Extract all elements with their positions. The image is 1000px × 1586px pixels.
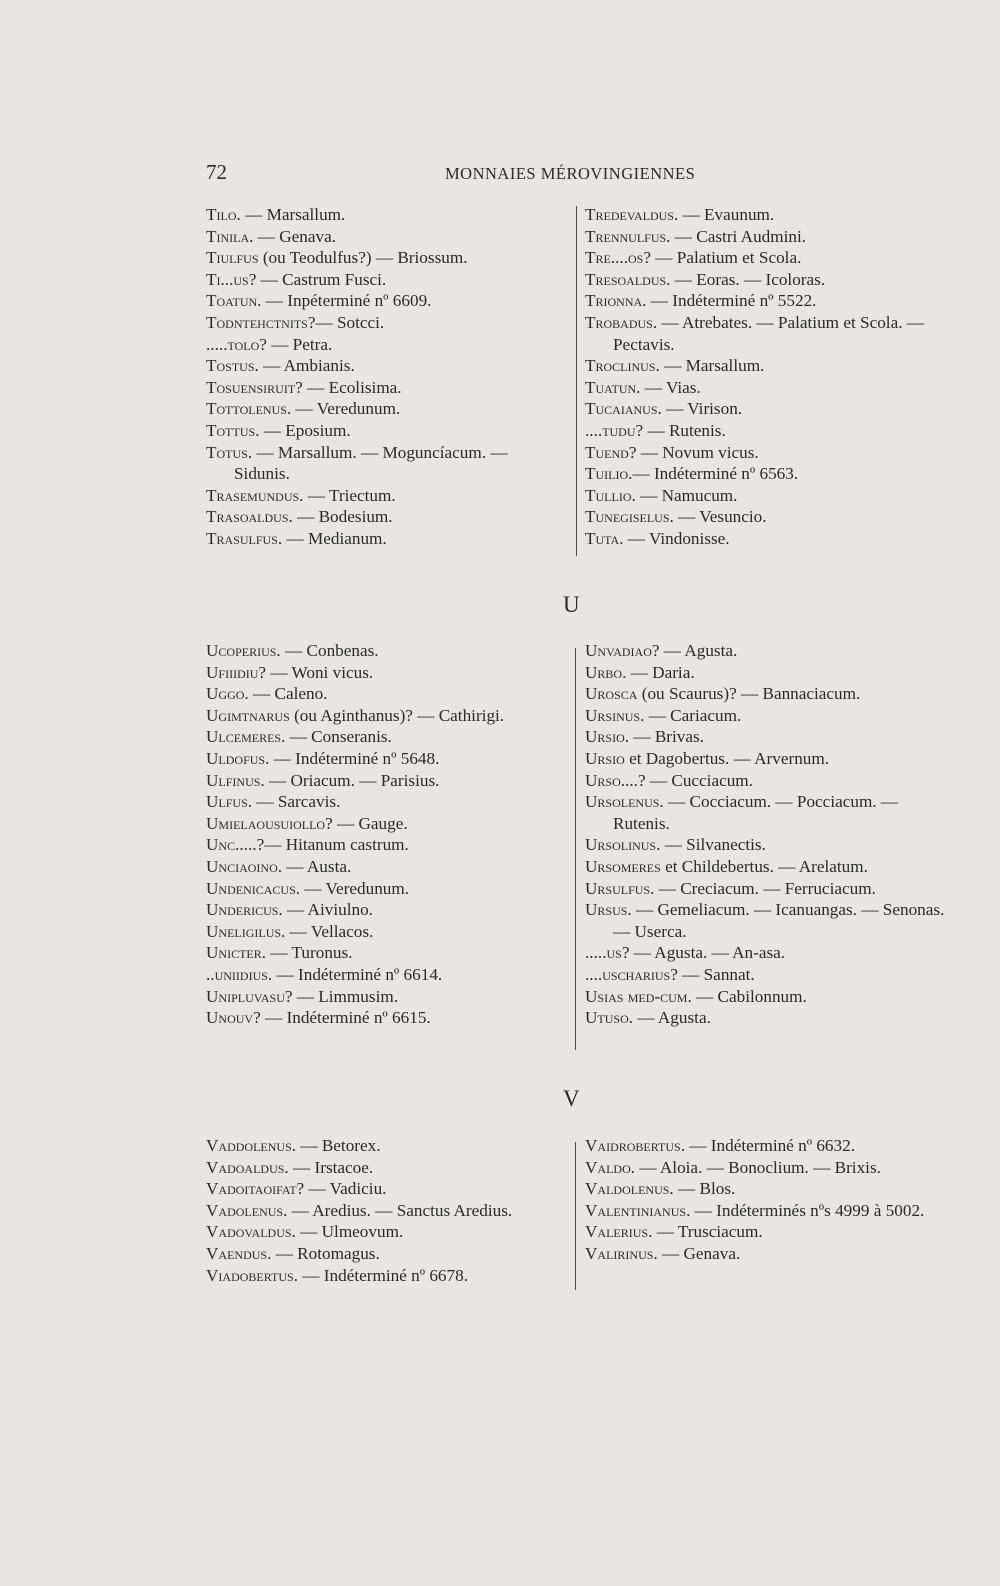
index-entry	[206, 528, 558, 550]
entry-mints: — Agusta.	[659, 641, 738, 660]
running-head: MONNAIES MÉROVINGIENNES	[445, 164, 696, 183]
index-entry	[585, 1243, 945, 1265]
index-entry	[585, 1200, 945, 1222]
entry-mints: — Irstacoe.	[288, 1157, 374, 1177]
entry-name: Ursio	[585, 748, 625, 768]
index-entry	[206, 1157, 568, 1179]
entry-mints: — Novum vicus.	[636, 442, 759, 462]
index-entry	[585, 683, 945, 705]
entry-name: Totus.	[206, 442, 253, 462]
entry-mints: — Eposium.	[259, 420, 351, 440]
entry-mints: — Betorex.	[296, 1136, 381, 1155]
entry-mints: — Marsallum.	[240, 205, 346, 224]
index-entry	[206, 1200, 568, 1222]
entry-name: Trobadus.	[585, 312, 658, 332]
index-entry	[585, 355, 945, 377]
section-t-right-column	[585, 204, 945, 550]
page-number: 72	[206, 160, 227, 184]
entry-name: Umielaousuiollo?	[206, 813, 333, 833]
index-entry	[585, 748, 945, 770]
entry-mints: — Ulmeovum.	[295, 1222, 404, 1242]
index-entry	[206, 420, 558, 442]
column-rule-u	[575, 648, 576, 1050]
index-entry	[206, 1265, 568, 1287]
entry-mints: — Medianum.	[282, 528, 387, 548]
entry-name: Tuta.	[585, 528, 624, 548]
entry-name: Ursio.	[585, 727, 630, 747]
index-entry	[585, 726, 945, 748]
entry-name: Unipluvasu?	[206, 986, 293, 1006]
entry-mints: — Vadiciu.	[304, 1179, 387, 1199]
entry-mints: — Vias.	[640, 377, 701, 397]
entry-mints: — Gauge.	[332, 813, 408, 833]
entry-name: Ursulfus.	[585, 878, 655, 898]
index-entry	[585, 420, 945, 442]
section-v-left-column	[206, 1135, 568, 1286]
index-entry	[585, 640, 945, 662]
index-entry	[585, 506, 945, 528]
index-entry	[585, 878, 945, 900]
entry-name: Tottolenus.	[206, 399, 292, 419]
entry-name: Toatun.	[206, 291, 262, 311]
section-u-right-column	[585, 640, 945, 1029]
entry-name: Unicter.	[206, 943, 267, 963]
index-entry	[585, 226, 945, 248]
index-entry	[585, 312, 945, 355]
entry-mints: — Daria.	[626, 662, 695, 682]
index-entry	[585, 204, 945, 226]
entry-mints: — Indéterminé nº 6678.	[298, 1265, 469, 1285]
entry-mints: — Sannat.	[677, 964, 755, 984]
entry-mints: — Cabilonnum.	[691, 986, 807, 1006]
index-entry	[585, 463, 945, 485]
entry-mints: — Genava.	[657, 1243, 741, 1263]
entry-name: Tuend?	[585, 442, 637, 462]
index-entry	[585, 247, 945, 269]
index-entry	[206, 748, 558, 770]
entry-mints: — Rutenis.	[643, 420, 726, 440]
entry-mints: — Vesuncio.	[673, 507, 767, 527]
index-entry	[585, 485, 945, 507]
index-entry	[206, 834, 558, 856]
entry-mints: — Oriacum. — Parisius.	[264, 770, 440, 790]
entry-mints: et Childebertus. — Arelatum.	[660, 856, 868, 876]
section-t-left-column	[206, 204, 558, 550]
entry-mints: — Creciacum. — Ferruciacum.	[654, 878, 876, 898]
entry-mints: — Cocciacum. — Pocciacum. — Rutenis.	[613, 792, 899, 833]
entry-name: Tiulfus	[206, 248, 259, 268]
entry-mints: — Indéterminé nº 6614.	[272, 964, 443, 984]
section-letter-u: U	[563, 592, 580, 617]
entry-mints: — Brivas.	[629, 727, 705, 747]
index-entry	[206, 986, 558, 1008]
entry-name: Tullio.	[585, 485, 636, 505]
index-entry	[206, 442, 558, 485]
index-entry	[206, 1135, 568, 1157]
index-entry	[206, 1243, 568, 1265]
entry-name: ....tudu?	[585, 420, 644, 440]
entry-name: Trasemundus.	[206, 485, 304, 505]
entry-name: Unouv?	[206, 1008, 261, 1028]
entry-name: Ulfinus.	[206, 770, 265, 790]
entry-name: Tre....os?	[585, 248, 651, 268]
index-entry	[206, 485, 558, 507]
index-entry	[585, 942, 945, 964]
entry-name: Troclinus.	[585, 356, 660, 376]
index-entry	[585, 834, 945, 856]
index-entry	[585, 1178, 945, 1200]
index-entry	[585, 856, 945, 878]
index-entry	[206, 1178, 568, 1200]
entry-mints: — Caleno.	[248, 684, 328, 704]
index-entry	[206, 705, 558, 727]
entry-mints: — Vellacos.	[285, 921, 374, 941]
entry-mints: — Cucciacum.	[645, 770, 753, 790]
entry-name: Urso....?	[585, 770, 646, 790]
entry-mints: — Trusciacum.	[652, 1222, 763, 1242]
entry-name: Ursolenus.	[585, 792, 664, 812]
entry-mints: — Marsallum.	[659, 356, 765, 376]
entry-mints: — Indéterminé nº 6563.	[632, 464, 799, 484]
entry-name: Ursomeres	[585, 856, 661, 876]
entry-mints: — Ecolisima.	[302, 377, 402, 397]
index-entry	[206, 770, 558, 792]
entry-name: Vadoitaoifat?	[206, 1179, 305, 1199]
index-entry	[585, 377, 945, 399]
entry-name: Valerius.	[585, 1222, 653, 1242]
entry-name: Urbo.	[585, 662, 627, 682]
entry-mints: — Cariacum.	[644, 705, 742, 725]
index-entry	[206, 506, 558, 528]
entry-mints: — Namucum.	[635, 485, 738, 505]
entry-mints: — Blos.	[673, 1179, 736, 1199]
entry-name: Tinila.	[206, 226, 254, 246]
entry-name: Vaddolenus.	[206, 1136, 297, 1155]
entry-name: Valdolenus.	[585, 1179, 674, 1199]
entry-name: Vadoaldus.	[206, 1157, 289, 1177]
entry-name: Tuilio.	[585, 464, 633, 484]
entry-mints: — Castri Audmini.	[670, 226, 807, 246]
index-entry	[585, 705, 945, 727]
entry-name: Vaidrobertus.	[585, 1136, 685, 1155]
entry-mints: — Aloia. — Bonoclium. — Brixis.	[635, 1157, 881, 1177]
entry-mints: — Conbenas.	[280, 641, 379, 660]
entry-name: Tresoaldus.	[585, 269, 671, 289]
index-entry	[585, 269, 945, 291]
index-entry	[206, 247, 558, 269]
index-entry	[206, 662, 558, 684]
entry-mints: — Silvanectis.	[660, 835, 766, 855]
entry-mints: — Palatium et Scola.	[651, 248, 802, 268]
section-u-left-column	[206, 640, 558, 1029]
entry-name: .....us?	[585, 943, 630, 963]
index-entry	[585, 964, 945, 986]
entry-name: Ti...us?	[206, 269, 257, 289]
index-entry	[206, 640, 558, 662]
entry-mints: — Indéterminé nº 6632.	[685, 1136, 856, 1155]
index-entry	[585, 662, 945, 684]
index-entry	[585, 290, 945, 312]
index-entry	[585, 770, 945, 792]
index-entry	[206, 226, 558, 248]
index-entry	[585, 398, 945, 420]
entry-mints: — Atrebates. — Palatium et Scola. — Pectavis.	[613, 312, 924, 354]
entry-name: Vadolenus.	[206, 1200, 288, 1220]
entry-mints: — Agusta.	[633, 1008, 711, 1028]
entry-mints: — Hitanum castrum.	[264, 835, 409, 855]
index-entry	[206, 878, 558, 900]
index-entry	[206, 312, 558, 334]
index-entry	[585, 442, 945, 464]
entry-name: Tuatun.	[585, 377, 641, 397]
entry-name: Unc.....?	[206, 835, 265, 855]
entry-name: Ucoperius.	[206, 641, 281, 660]
entry-name: .....tolo?	[206, 334, 267, 354]
index-entry	[585, 528, 945, 550]
entry-name: Utuso.	[585, 1008, 634, 1028]
column-rule-t	[576, 206, 577, 556]
index-entry	[206, 813, 558, 835]
entry-mints: — Eoras. — Icoloras.	[670, 269, 826, 289]
entry-name: Vaendus.	[206, 1243, 272, 1263]
entry-mints: — Genava.	[253, 226, 337, 246]
section-letter-v: V	[563, 1086, 580, 1111]
index-entry	[206, 964, 558, 986]
entry-mints: — Agusta. — An-asa.	[629, 943, 786, 963]
index-entry	[206, 942, 558, 964]
index-entry	[206, 683, 558, 705]
index-entry	[585, 1135, 945, 1157]
entry-name: Ursinus.	[585, 705, 645, 725]
entry-name: Unciaoino.	[206, 856, 283, 876]
entry-name: Uggo.	[206, 684, 249, 704]
index-entry	[585, 1007, 945, 1029]
index-entry	[206, 791, 558, 813]
entry-mints: — Sarcavis.	[252, 792, 341, 812]
entry-mints: — Indéterminés nºs 4999 à 5002.	[690, 1200, 925, 1220]
index-entry	[206, 921, 558, 943]
index-entry	[206, 334, 558, 356]
index-entry	[206, 290, 558, 312]
entry-name: Uldofus.	[206, 748, 270, 768]
column-rule-v	[575, 1142, 576, 1290]
entry-mints: (ou Teodulfus?) — Briossum.	[258, 248, 468, 268]
entry-mints: — Aiviulno.	[282, 900, 373, 920]
entry-mints: — Sotcci.	[315, 312, 385, 332]
index-entry	[585, 1157, 945, 1179]
entry-mints: — Limmusim.	[292, 986, 399, 1006]
entry-name: Ulcemeres.	[206, 727, 286, 747]
entry-mints: — Marsallum. — Moguncíacum. — Sidunis.	[234, 442, 508, 484]
entry-mints: (ou Aginthanus)? — Cathirigi.	[289, 705, 505, 725]
entry-mints: — Austa.	[282, 856, 352, 876]
entry-name: Undenicacus.	[206, 878, 301, 898]
entry-name: Tosuensiruit?	[206, 377, 303, 397]
entry-mints: et Dagobertus. — Arvernum.	[624, 748, 830, 768]
index-entry	[585, 899, 945, 942]
entry-mints: — Bodesium.	[292, 507, 393, 527]
index-entry	[206, 856, 558, 878]
entry-name: Tottus.	[206, 420, 260, 440]
entry-mints: — Conseranis.	[285, 727, 392, 747]
entry-name: Vadovaldus.	[206, 1222, 296, 1242]
index-entry	[206, 899, 558, 921]
entry-mints: (ou Scaurus)? — Bannaciacum.	[637, 684, 861, 704]
index-entry	[206, 355, 558, 377]
entry-name: Urosca	[585, 684, 638, 704]
entry-mints: — Aredius. — Sanctus Aredius.	[287, 1200, 513, 1220]
entry-name: Trennulfus.	[585, 226, 671, 246]
index-entry	[206, 398, 558, 420]
entry-mints: — Petra.	[266, 334, 333, 354]
entry-mints: — Woni vicus.	[266, 662, 374, 682]
entry-mints: — Gemeliacum. — Icanuangas. — Senonas. — Userca.	[613, 900, 945, 941]
entry-name: Ulfus.	[206, 792, 253, 812]
section-v-right-column	[585, 1135, 945, 1265]
entry-name: Uneligilus.	[206, 921, 286, 941]
entry-mints: — Veredunum.	[291, 399, 401, 419]
entry-mints: — Indéterminé nº 5522.	[646, 291, 817, 311]
entry-name: Viadobertus.	[206, 1265, 298, 1285]
entry-mints: — Turonus.	[266, 943, 353, 963]
entry-name: Tunegiselus.	[585, 507, 674, 527]
entry-name: Usias med-cum.	[585, 986, 692, 1006]
entry-mints: — Triectum.	[303, 485, 396, 505]
entry-name: Ursus.	[585, 900, 632, 920]
entry-name: Trasulfus.	[206, 528, 283, 548]
entry-mints: — Ambianis.	[258, 356, 355, 376]
entry-name: Todntehctnits?	[206, 312, 316, 332]
entry-name: Trionna.	[585, 291, 647, 311]
entry-name: Valirinus.	[585, 1243, 658, 1263]
entry-mints: — Indéterminé nº 5648.	[269, 748, 440, 768]
entry-mints: — Indéterminé nº 6615.	[260, 1008, 431, 1028]
entry-name: Ursolinus.	[585, 835, 661, 855]
index-entry	[206, 377, 558, 399]
entry-name: Tredevaldus.	[585, 205, 679, 224]
entry-name: Undericus.	[206, 900, 283, 920]
entry-mints: — Inpéterminé nº 6609.	[261, 291, 432, 311]
entry-mints: — Evaunum.	[678, 205, 775, 224]
entry-name: Valentinianus.	[585, 1200, 691, 1220]
entry-mints: — Rotomagus.	[271, 1243, 380, 1263]
entry-mints: — Veredunum.	[300, 878, 410, 898]
index-entry	[206, 1221, 568, 1243]
index-entry	[585, 986, 945, 1008]
index-entry	[585, 791, 945, 834]
entry-name: Ugimtnarus	[206, 705, 290, 725]
entry-mints: — Vindonisse.	[623, 528, 730, 548]
index-entry	[206, 726, 558, 748]
index-entry	[206, 269, 558, 291]
entry-name: Ufiiidiu?	[206, 662, 267, 682]
entry-name: ....uscharius?	[585, 964, 678, 984]
index-entry	[206, 1007, 558, 1029]
entry-name: Tostus.	[206, 356, 259, 376]
index-entry	[206, 204, 558, 226]
entry-name: Tilo.	[206, 205, 241, 224]
entry-name: Tucaianus.	[585, 399, 662, 419]
entry-name: ..uniidius.	[206, 964, 273, 984]
entry-name: Trasoaldus.	[206, 507, 293, 527]
entry-mints: — Virison.	[661, 399, 743, 419]
entry-mints: — Castrum Fusci.	[256, 269, 387, 289]
index-entry	[585, 1221, 945, 1243]
entry-name: Unvadiao?	[585, 641, 660, 660]
entry-name: Valdo.	[585, 1157, 636, 1177]
